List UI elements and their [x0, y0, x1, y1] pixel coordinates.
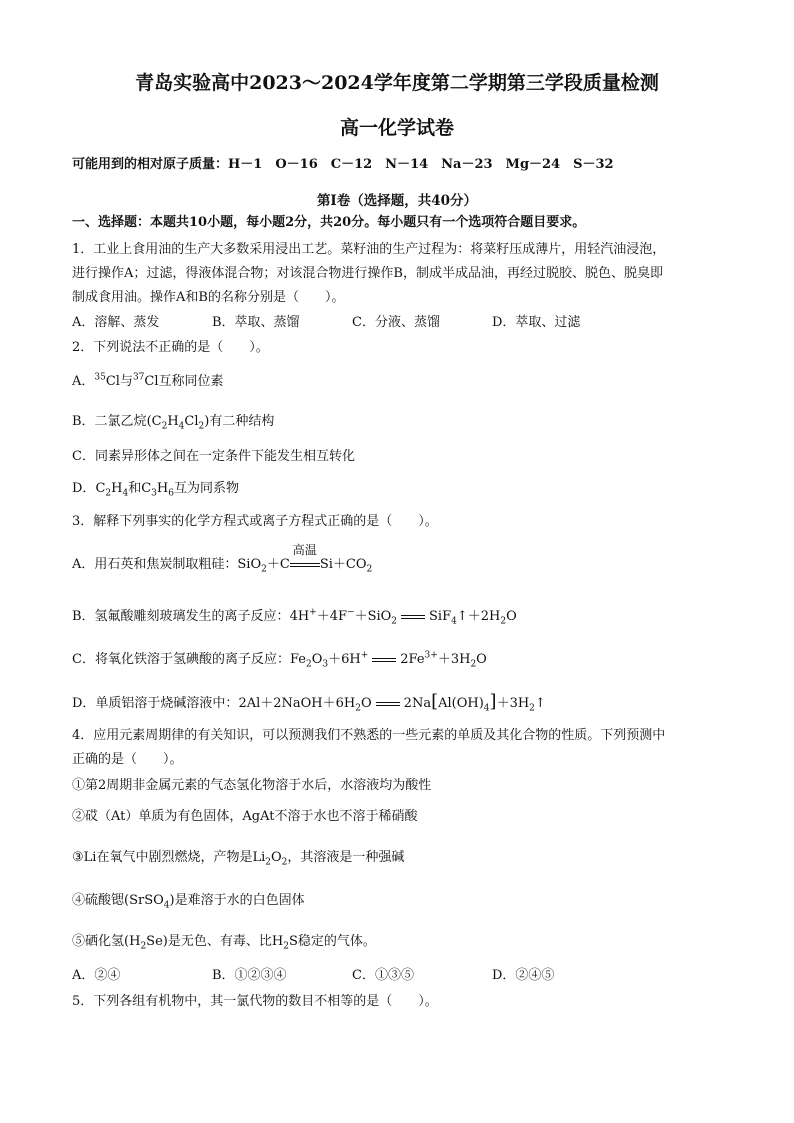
q4-statement-3: ③Li在氧气中剧烈燃烧，产物是$Li_2O_2$，其溶液是一种强碱: [72, 850, 405, 868]
q4-option-b: B．①②③④: [212, 968, 287, 983]
q3-option-c: C．将氧化铁溶于氢碘酸的离子反应：$Fe_2O_3+6H^+$ $2Fe^{3+}+3H_2O$: [72, 650, 487, 670]
q4-statement-2: ②砹（At）单质为有色固体，AgAt不溶于水也不溶于稀硝酸: [72, 809, 418, 824]
q2-option-d: D．$C_2H_4$和$C_3H_6$互为同系物: [72, 481, 239, 499]
q1-line1: 1．工业上食用油的生产大多数采用浸出工艺。菜籽油的生产过程为：将菜籽压成薄片，用轻汽油浸泡，: [72, 242, 666, 257]
section-instructions: 一、选择题：本题共10小题，每小题2分，共20分。每小题只有一个选项符合题目要求。: [72, 215, 586, 230]
q1-line2: 进行操作A；过滤，得液体混合物；对该混合物进行操作B，制成半成品油，再经过脱胶、脱色、脱臭即: [72, 266, 663, 281]
q3-stem: 3．解释下列事实的化学方程式或离子方程式正确的是（ ）。: [72, 514, 438, 529]
q1-line3: 制成食用油。操作A和B的名称分别是（ ）。: [72, 290, 345, 305]
q1-option-b: B．萃取、蒸馏: [212, 315, 300, 330]
exam-title: 青岛实验高中2023～2024学年度第二学期第三学段质量检测: [135, 72, 659, 94]
q4-option-a: A．②④: [72, 968, 121, 983]
section-title: 第Ⅰ卷（选择题，共40分）: [316, 193, 478, 209]
q2-option-a: A．$^{35}$Cl与$^{37}$Cl互称同位素: [72, 372, 224, 389]
q2-option-b: B．二氯乙烷$(C_2H_4Cl_2)$有二种结构: [72, 414, 275, 432]
atomic-mass-line: 可能用到的相对原子质量：H－1 O－16 C－12 N－14 Na－23 Mg－24 S－32: [72, 157, 614, 172]
q3-option-a: A．用石英和焦炭制取粗硅：SiO$_2$＋C 高温 $Si+CO_2$: [72, 543, 373, 575]
q3-option-b: B．氢氟酸雕刻玻璃发生的离子反应：4H+＋4F−＋SiO$_2$ $SiF_4↑+2H_2O$: [72, 607, 517, 627]
q1-option-d: D．萃取、过滤: [492, 315, 581, 330]
exam-subtitle: 高一化学试卷: [339, 117, 454, 139]
q2-option-c: C．同素异形体之间在一定条件下能发生相互转化: [72, 449, 355, 464]
q1-option-c: C．分液、蒸馏: [352, 315, 440, 330]
q4-option-c: C．①③⑤: [352, 968, 414, 983]
q4-line1: 4．应用元素周期律的有关知识，可以预测我们不熟悉的一些元素的单质及其化合物的性质。下列预测中: [72, 728, 666, 743]
q4-statement-5: ⑤硒化氢$(H_2Se)$是无色、有毒、比$H_2S$稳定的气体。: [72, 934, 376, 952]
q1-options: [72, 314, 632, 332]
q4-statement-1: ①第2周期非金属元素的气态氢化物溶于水后，水溶液均为酸性: [72, 778, 432, 793]
q4-statement-4: ④硫酸锶(SrSO$_4$)是难溶于水的白色固体: [72, 893, 305, 911]
q1-option-a: A．溶解、蒸发: [72, 315, 160, 330]
q5-stem: 5．下列各组有机物中，其一氯代物的数目不相等的是（ ）。: [72, 994, 438, 1009]
q3-option-d: D．单质铝溶于烧碱溶液中：$2Al+2NaOH+6H_2O$ $2Na[Al(OH)_4]+3H_2↑$: [72, 691, 546, 714]
q2-stem: 2．下列说法不正确的是（ ）。: [72, 340, 269, 355]
q4-options: [72, 967, 632, 985]
q4-line2: 正确的是（ ）。: [72, 752, 183, 767]
q4-option-d: D．②④⑤: [492, 968, 555, 983]
